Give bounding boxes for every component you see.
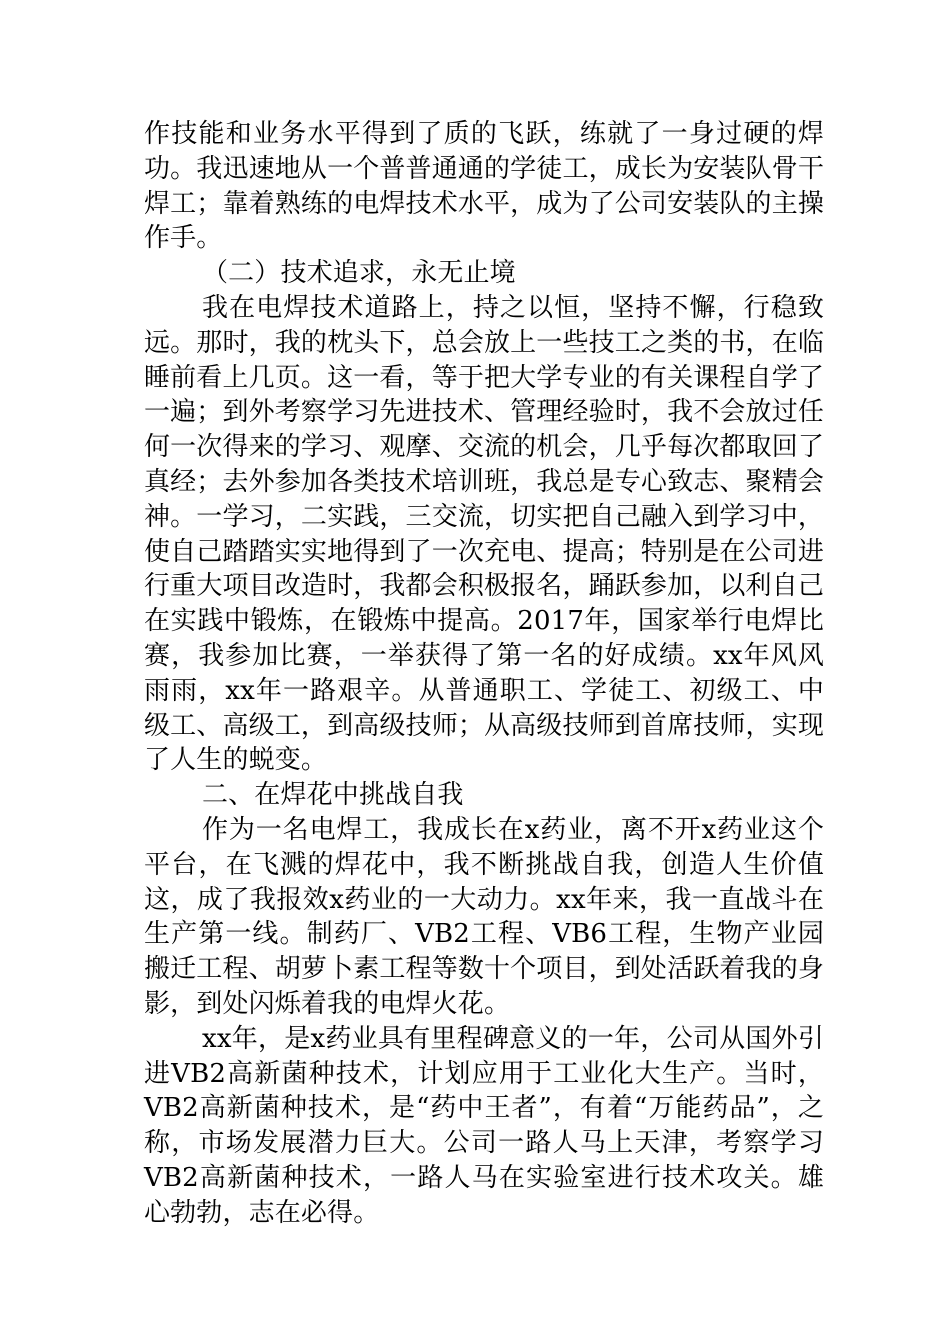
paragraph: xx年，是x药业具有里程碑意义的一年，公司从国外引进VB2高新菌种技术，计划应用于工业化大生产。当时，VB2高新菌种技术，是“药中王者”，有着“万能药品”，之称，市场发展潜力巨大。公司一路人马上天津，考察学习VB2高新菌种技术，一路人马在实验室进行技术攻关。雄心勃勃，志在必得。 xyxy=(144,1023,824,1228)
paragraph: 作为一名电焊工，我成长在x药业，离不开x药业这个平台，在飞溅的焊花中，我不断挑战自我，创造人生价值这，成了我报效x药业的一大动力。xx年来，我一直战斗在生产第一线。制药厂、VB2工程、VB6工程，生物产业园搬迁工程、胡萝卜素工程等数十个项目，到处活跃着我的身影，到处闪烁着我的电焊火花。 xyxy=(144,814,824,1019)
paragraph: 我在电焊技术道路上，持之以恒，坚持不懈，行稳致远。那时，我的枕头下，总会放上一些技工之类的书，在临睡前看上几页。这一看，等于把大学专业的有关课程自学了一遍；到外考察学习先进技术、管理经验时，我不会放过任何一次得来的学习、观摩、交流的机会，几乎每次都取回了真经；去外参加各类技术培训班，我总是专心致志、聚精会神。一学习，二实践，三交流，切实把自己融入到学习中，使自己踏踏实实地得到了一次充电、提高；特别是在公司进行重大项目改造时，我都会积极报名，踊跃参加，以利自己在实践中锻炼，在锻炼中提高。2017年，国家举行电焊比赛，我参加比赛，一举获得了第一名的好成绩。xx年风风雨雨，xx年一路艰辛。从普通职工、学徒工、初级工、中级工、高级工，到高级技师；从高级技师到首席技师，实现了人生的蜕变。 xyxy=(144,292,824,776)
section-heading: （二）技术追求，永无止境 xyxy=(202,258,516,289)
paragraph: 作技能和业务水平得到了质的飞跃，练就了一身过硬的焊功。我迅速地从一个普普通通的学徒工，成长为安装队骨干焊工；靠着熟练的电焊技术水平，成为了公司安装队的主操作手。 xyxy=(144,119,824,254)
section-heading: 二、在焊花中挑战自我 xyxy=(202,780,464,811)
document-body xyxy=(144,117,824,1231)
